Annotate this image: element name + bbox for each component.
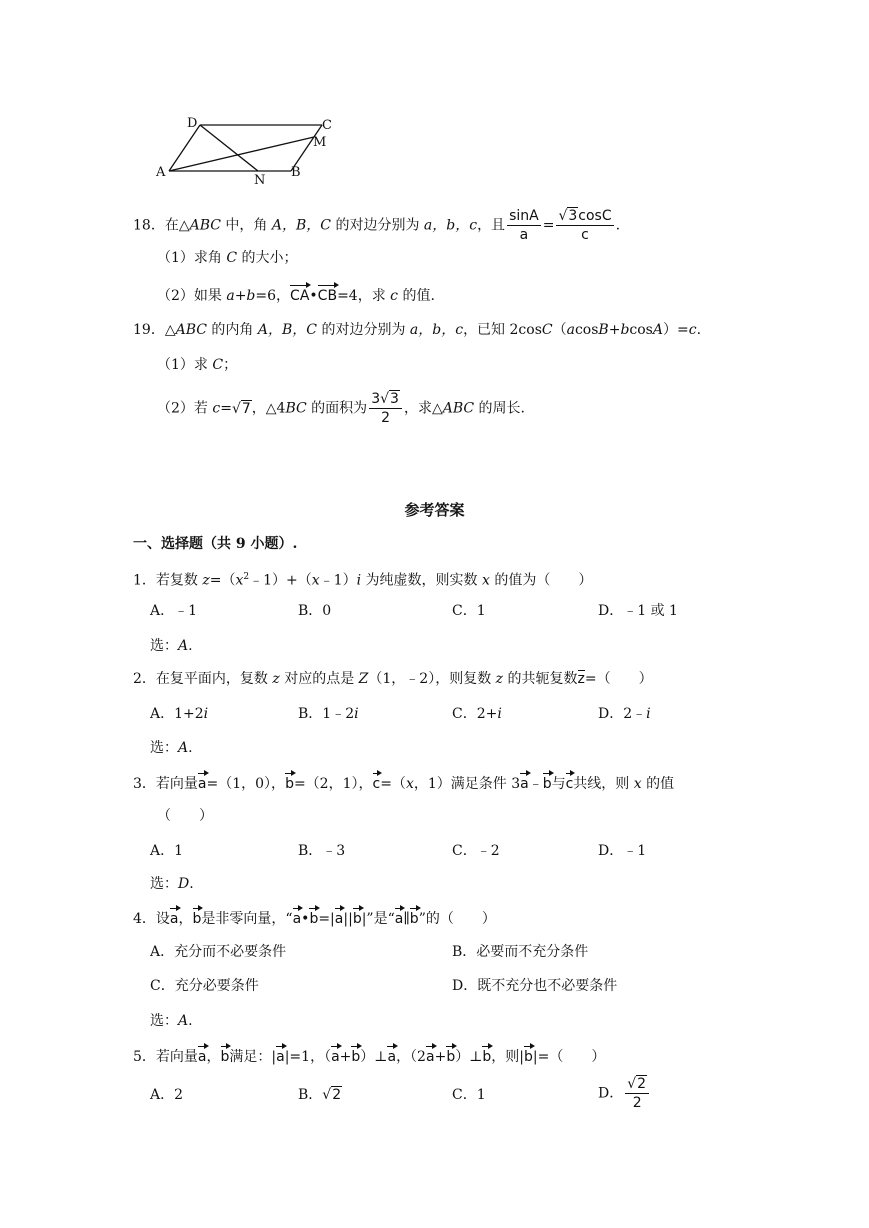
label-b: B (291, 165, 301, 180)
a3-option-a: A．1 (150, 843, 184, 859)
q19-stem: 19．△ABC 的内角 A，B，C 的对边分别为 a，b，c，已知 2cosC（acosB+bcosA）=c. (133, 322, 702, 338)
a1-option-c: C．1 (452, 603, 486, 619)
vector-ca: CA (290, 284, 309, 306)
a1-option-d: D．﹣1 或 1 (598, 603, 678, 619)
a5-option-d: D． $\frac{√2}{2}$ (598, 1075, 651, 1112)
label-a: A (156, 165, 166, 180)
fraction-area: $\frac{3√3}{2}$ (369, 390, 402, 427)
a4-option-b: B．必要而不充分条件 (452, 944, 589, 960)
a4-option-d: D．既不充分也不必要条件 (452, 978, 618, 994)
vector-cb: CB (318, 284, 337, 306)
vector-b: b (285, 772, 294, 794)
sqrt-seven: √7 (231, 400, 251, 417)
a4-answer: 选：A. (150, 1013, 193, 1029)
label-n: N (254, 173, 266, 187)
conjugate-z: z (577, 671, 585, 687)
a5-option-b: B．√2 (298, 1087, 342, 1103)
vector-a: a (198, 772, 207, 794)
section-heading: 一、选择题（共 9 小题）. (133, 536, 298, 552)
vector-c: c (373, 772, 381, 794)
q19-part2: （2）若 c=√7，△4BC 的面积为 $\frac{3√3}{2}$ ，求△ABC 的周长. (157, 391, 526, 426)
edge-ad (169, 125, 200, 171)
a1-answer: 选：A. (150, 638, 193, 654)
q18-part1: （1）求角 C 的大小； (157, 250, 298, 266)
label-m: M (313, 135, 327, 150)
a3-stem: 3．若向量a=（1，0），b=（2，1），c=（x，1）满足条件 3a﹣b与c共线，则 x 的值 (133, 772, 674, 794)
label-d: D (187, 116, 198, 131)
a2-stem: 2．在复平面内，复数 z 对应的点是 Z（1，﹣2），则复数 z 的共轭复数z=（ ） (133, 671, 653, 687)
segment-dn (200, 125, 258, 171)
q18-stem: 18．在△ABC 中，角 A，B，C 的对边分别为 a，b，c，且 $\frac{\sin A}{a}$ = $\frac{√3\cos C}{c}$ . (133, 208, 621, 243)
a4-option-a: A．充分而不必要条件 (150, 944, 287, 960)
a4-option-c: C．充分必要条件 (150, 978, 259, 994)
a2-option-d: D．2﹣i (598, 706, 651, 722)
a1-stem: 1．若复数 $z=(x^2﹣1)+(x﹣1)i$ 为纯虚数，则实数 x 的值为（ ） (133, 572, 593, 589)
a1-option-a: A．﹣1 (150, 603, 198, 619)
q19-part1: （1）求 C； (157, 357, 238, 373)
a2-option-a: A．1+2i (150, 706, 209, 722)
sqrt-sign: √3 (558, 208, 578, 224)
a1-option-b: B．0 (298, 603, 332, 619)
a5-option-c: C．1 (452, 1087, 486, 1103)
fraction-sin-a: $\frac{\sin A}{a}$ (509, 208, 539, 243)
q18-part2: （2）如果 a+b=6，CA•CB=4，求 c 的值. (157, 284, 435, 306)
a3-option-c: C．﹣2 (452, 843, 500, 859)
a3-option-d: D．﹣1 (598, 843, 647, 859)
a5-option-a: A．2 (150, 1087, 184, 1103)
answers-title: 参考答案 (404, 501, 465, 519)
a5-stem: 5．若向量a，b满足：|a|=1，（a+b）⊥a，（2a+b）⊥b，则|b|=（ ） (133, 1045, 605, 1067)
a2-option-c: C．2+i (452, 706, 502, 722)
a2-option-b: B．1﹣2i (298, 706, 359, 722)
a4-stem: 4．设a，b是非零向量，“a•b=|a||b|”是“a∥b”的（ ） (133, 907, 496, 929)
a3-option-b: B．﹣3 (298, 843, 346, 859)
a3-answer: 选：D. (150, 876, 194, 892)
parallelogram-figure (150, 112, 340, 187)
a3-paren: （ ） (157, 808, 213, 824)
fraction-cos-c: $\frac{√3\cos C}{c}$ (558, 208, 612, 243)
a2-answer: 选：A. (150, 740, 193, 756)
label-c: C (322, 118, 332, 133)
